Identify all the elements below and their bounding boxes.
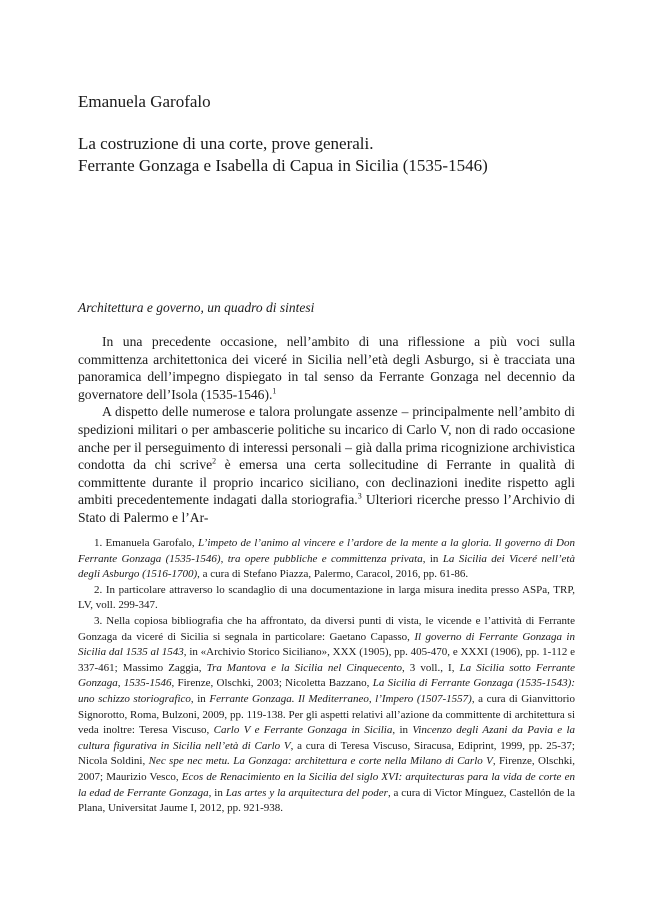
footnote-italic-segment: La Sicilia dei Viceré nell’età degli Asburgo (1516-1700) xyxy=(78,552,575,581)
footnote-segment: , Firenze, Olschki, 2007; Maurizio Vesco, xyxy=(78,755,576,783)
footnote-segment: 3. Nella copiosa bibliografia che ha affrontato, da diversi punti di vista, le vicende e l’attività di Ferrante Gonzaga da viceré di Sicilia si segnala in particolare: Gaetano Capasso, xyxy=(78,614,575,643)
title-line-1: La costruzione di una corte, prove generali. xyxy=(78,134,374,153)
footnote-segment: , in xyxy=(392,724,413,737)
footnote-italic-segment: Tra Mantova e la Sicilia nel Cinquecento xyxy=(206,661,402,674)
footnote-segment: , in xyxy=(422,552,443,565)
section-heading: Architettura e governo, un quadro di sintesi xyxy=(78,300,315,315)
footnote-italic-segment: Carlo V e Ferrante Gonzaga in Sicilia xyxy=(213,724,393,737)
paragraph-1 xyxy=(78,333,575,403)
footnote-segment: 1. Emanuela Garofalo, xyxy=(94,537,198,549)
paragraph-2-text-b: è emersa una certa sollecitudine di Ferrante in qualità di committente durante il proprio incarico siciliano, con declinazioni inedite rispetto agli ambiti precedentemente indagati dalla storiografia. xyxy=(78,457,575,508)
footnote-italic-segment: Nec spe nec metu. La Gonzaga: architettura e corte nella Milano di Carlo V xyxy=(148,755,493,768)
footnote-1 xyxy=(78,536,575,583)
footnote-italic-segment: Ecos de Renacimiento en la Sicilia del siglo XVI: arquitecturas para la vida de corte en la edad de Ferrante Gonzaga xyxy=(78,770,575,799)
footnote-italic-segment: L’impeto de l’animo al vincere e l’ardore de la mente a la gloria. Il governo di Don Ferrante Gonzaga (1535-1546), tra opere pubbliche e committenza privata xyxy=(78,537,575,565)
footnote-segment: , a cura di Victor Mínguez, Castellón de la Plana, Universitat Jaume I, 2012, pp. 921-938. xyxy=(78,786,575,815)
body-text xyxy=(78,333,575,527)
footnote-ref-3: 3 xyxy=(357,491,362,501)
footnote-segment: , a cura di Stefano Piazza, Palermo, Caracol, 2016, pp. 61-86. xyxy=(197,568,469,581)
footnote-ref-2: 2 xyxy=(212,456,217,466)
footnote-segment: , in «Archivio Storico Siciliano», XXX (1905), pp. 405-470, e XXXI (1906), pp. 1-112 e 337-461; Massimo Zaggia, xyxy=(78,646,575,674)
footnote-italic-segment: Vincenzo degli Azani da Pavia e la cultura figurativa in Sicilia nell’età di Carlo V xyxy=(78,724,576,752)
footnote-italic-segment: Ferrante Gonzaga. Il Mediterraneo, l’Impero (1507-1557) xyxy=(209,692,472,705)
footnote-italic-segment: La Sicilia sotto Ferrante Gonzaga, 1535-1546 xyxy=(78,661,575,690)
footnote-segment: , in xyxy=(208,786,226,799)
footnote-3 xyxy=(78,614,575,817)
footnote-segment: , a cura di Gianvittorio Signorotto, Roma, Bulzoni, 2009, pp. 119-138. Per gli aspetti relativi all’azione da committente di architettura si veda inoltre: Teresa Viscuso, xyxy=(78,692,575,737)
paragraph-2-text-a: A dispetto delle numerose e talora prolungate assenze – principalmente nell’ambito di spedizioni militari o per ambascerie politiche su incarico di Carlo V, non di rado occasione anche per il perseguimento di interessi personali – già dalla prima ricognizione archivistica condotta da chi scrive xyxy=(78,404,575,473)
footnote-segment: , 3 voll., I, xyxy=(401,661,460,674)
paragraph-2 xyxy=(78,403,575,526)
article-title xyxy=(78,133,598,177)
author-name: Emanuela Garofalo xyxy=(78,92,211,111)
footnote-italic-segment: Las artes y la arquitectura del poder xyxy=(225,786,388,799)
footnote-segment: , a cura di Teresa Viscuso, Siracusa, Ediprint, 1999, pp. 25-37; Nicola Soldini, xyxy=(78,739,575,768)
footnote-italic-segment: La Sicilia di Ferrante Gonzaga (1535-1543): uno schizzo storiografico xyxy=(78,677,575,705)
footnotes xyxy=(78,536,575,817)
footnote-segment: , in xyxy=(190,692,210,705)
footnote-segment: , Firenze, Olschki, 2003; Nicoletta Bazzano, xyxy=(171,677,373,690)
footnote-italic-segment: Il governo di Ferrante Gonzaga in Sicilia dal 1535 al 1543 xyxy=(78,630,575,659)
footnote-ref-1: 1 xyxy=(272,386,277,396)
title-line-2: Ferrante Gonzaga e Isabella di Capua in Sicilia (1535-1546) xyxy=(78,156,488,175)
paragraph-2-text-c: Ulteriori ricerche presso l’Archivio di Stato di Palermo e l’Ar- xyxy=(78,492,575,525)
footnote-2 xyxy=(78,583,575,614)
footnote-segment: 2. In particolare attraverso lo scandaglio di una documentazione in larga misura inedita presso ASPa, TRP, LV, voll. 299-347. xyxy=(78,583,575,612)
paragraph-1-text: In una precedente occasione, nell’ambito di una riflessione a più voci sulla committenza architettonica dei viceré in Sicilia nell’età degli Asburgo, si è tracciata una panoramica dell’impegno dispiegato in tal senso da Ferrante Gonzaga nel decennio da governatore dell’Isola (1535-1546). xyxy=(78,334,575,402)
